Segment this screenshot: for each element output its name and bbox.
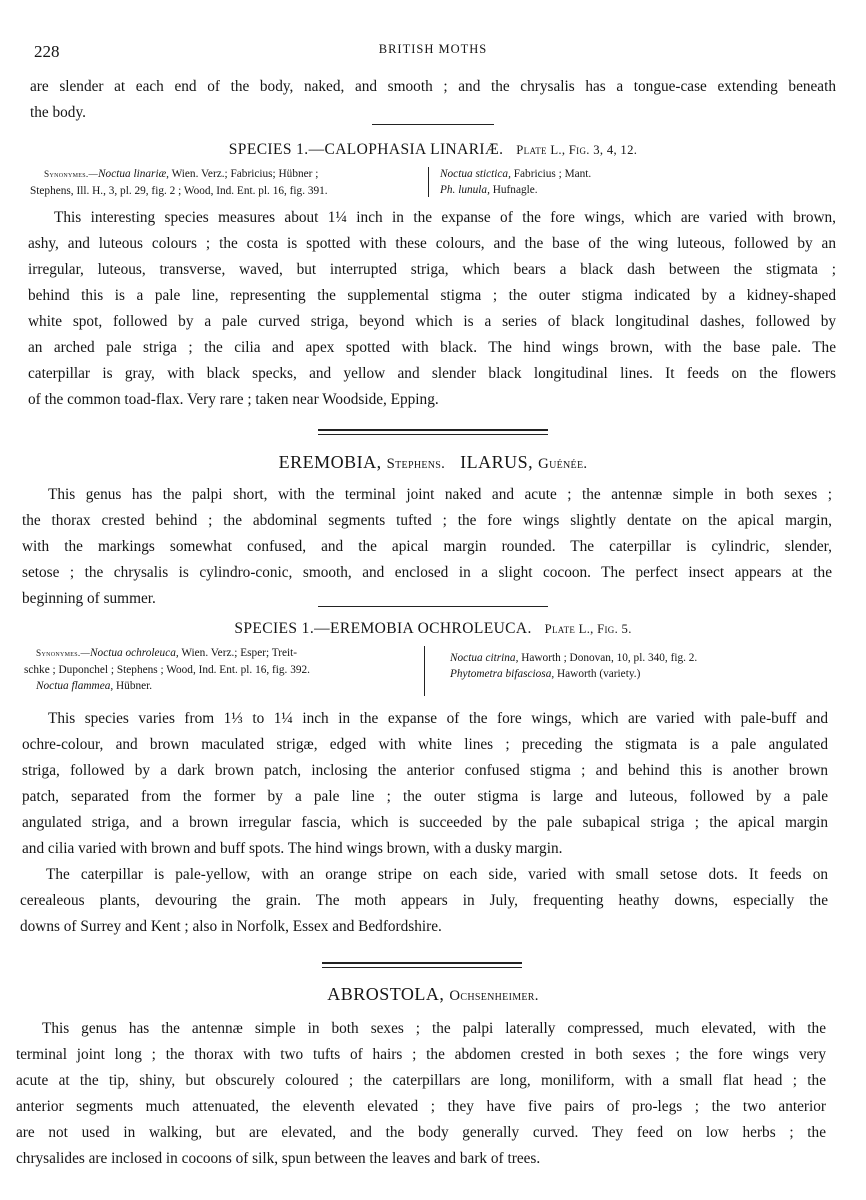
text-line: The caterpillar is pale-yellow, with an orange stripe on each side, varied with small setose dots. It feeds on [46, 866, 828, 883]
genus-author: Stephens. [386, 456, 446, 472]
text-line: the body. [30, 104, 86, 121]
text-line: striga, followed by a dark brown patch, inclosing the anterior confused stigma ; and behind this is another brown [22, 762, 828, 779]
synonym-citation: Wien. Verz.; Fabricius; Hübner ; [168, 168, 319, 180]
running-title: BRITISH MOTHS [378, 42, 488, 56]
text-line: This species varies from 1⅓ to 1¼ inch in the expanse of the fore wings, which are varied with pale-buff and [48, 710, 828, 727]
synonym-line [440, 166, 800, 182]
plate-reference: Plate L., Fig. 5. [544, 622, 632, 636]
section-divider [318, 429, 548, 431]
synonym-line [36, 678, 420, 694]
page-number: 228 [34, 42, 60, 61]
synonym-citation: Haworth ; Donovan, 10, pl. 340, fig. 2. [518, 652, 698, 664]
synonym-citation: Hübner. [113, 680, 153, 692]
text-line: behind this is a pale line, representing the supplemental stigma ; the outer stigma indicated by a kidney-shaped [28, 287, 836, 304]
plate-reference: Plate L., Fig. 3, 4, 12. [516, 143, 638, 157]
text-line: beginning of summer. [22, 590, 156, 607]
text-line: downs of Surrey and Kent ; also in Norfolk, Essex and Bedfordshire. [20, 918, 442, 935]
synonym-name: Noctua linariæ, [98, 168, 169, 180]
caterpillar-paragraph [20, 862, 828, 940]
genus-heading [0, 452, 866, 473]
synonym-line: schke ; Duponchel ; Stephens ; Wood, Ind. Ent. pl. 16, fig. 392. [24, 664, 310, 676]
section-divider [372, 124, 494, 125]
text-line: cerealeous plants, devouring the grain. The moth appears in July, frequenting heathy downs, especially the [20, 892, 828, 909]
text-line: the thorax crested behind ; the abdominal segments tufted ; the fore wings slightly dentate on the apical margin, [22, 512, 832, 529]
synonym-name: Noctua ochroleuca, [90, 647, 179, 659]
synonym-line [440, 182, 800, 198]
synonyms-right [440, 166, 800, 198]
text-line: setose ; the chrysalis is cylindro-conic, smooth, and enclosed in a slight cocoon. The perfect insect appears at the [22, 564, 832, 581]
text-line: are not used in walking, but are elevated, and the body generally curved. They feed on low herbs ; the [16, 1124, 826, 1141]
intro-paragraph [30, 74, 836, 126]
genus-synonym-author: Guénée. [538, 456, 588, 472]
text-line: terminal joint long ; the thorax with two tufts of hairs ; the abdomen crested in both sexes ; the fore wings very [16, 1046, 826, 1063]
text-line: irregular, luteous, transverse, waved, but interrupted striga, which bears a black dash between the stigmata ; [28, 261, 836, 278]
section-divider [322, 962, 522, 964]
synonym-divider [424, 646, 425, 696]
section-divider [322, 967, 522, 968]
text-line: anterior segments much attenuated, the eleventh elevated ; they have five pairs of pro-legs ; the two anterior [16, 1098, 826, 1115]
synonym-citation: Hufnagle. [489, 184, 538, 196]
synonym-citation: Haworth (variety.) [554, 668, 641, 680]
text-line: caterpillar is gray, with black specks, and yellow and slender black longitudinal lines. It feeds on the flowers [28, 365, 836, 382]
synonym-name: Phytometra bifasciosa, [450, 668, 555, 680]
text-line: This interesting species measures about 1¼ inch in the expanse of the fore wings, which are varied with brown, [54, 209, 836, 226]
text-line: acute at the tip, shiny, but obscurely coloured ; the caterpillars are long, moniliform, with a small flat head ; the [16, 1072, 826, 1089]
synonym-line [450, 666, 820, 682]
text-line: patch, separated from the former by a pale line ; the outer stigma is large and luteous, followed by a pale [22, 788, 828, 805]
synonym-name: Noctua stictica, [440, 168, 511, 180]
text-line: white spot, followed by a pale curved striga, beyond which is a series of black longitudinal dashes, followed by [28, 313, 836, 330]
synonyms-label: Synonymes.— [36, 649, 91, 659]
synonyms-left [24, 645, 420, 694]
text-line: an arched pale striga ; the cilia and apex spotted with black. The hind wings brown, with the base pale. The [28, 339, 836, 356]
synonym-line: Stephens, Ill. H., 3, pl. 29, fig. 2 ; Wood, Ind. Ent. pl. 16, fig. 391. [30, 185, 328, 197]
genus-heading [0, 984, 866, 1005]
synonym-name: Noctua flammea, [36, 680, 114, 692]
text-line: with the markings somewhat confused, and the apical margin rounded. The caterpillar is cylindric, slender, [22, 538, 832, 555]
text-line: ashy, and luteous colours ; the costa is spotted with these colours, and the base of the wing luteous, followed by an [28, 235, 836, 252]
text-line: of the common toad-flax. Very rare ; taken near Woodside, Epping. [28, 391, 439, 408]
synonym-line [36, 645, 420, 662]
text-line: ochre-colour, and brown maculated strigæ, edged with white lines ; preceding the stigmata is a pale angulated [22, 736, 828, 753]
text-line: This genus has the antennæ simple in both sexes ; the palpi laterally compressed, much elevated, with the [42, 1020, 826, 1037]
species-heading [0, 141, 866, 159]
species-description [22, 706, 828, 862]
synonym-divider [428, 167, 429, 197]
species-heading [0, 620, 866, 638]
synonym-line [44, 166, 420, 183]
synonym-name: Noctua citrina, [450, 652, 519, 664]
genus-name: EREMOBIA, [278, 452, 382, 472]
synonym-citation: Fabricius ; Mant. [510, 168, 592, 180]
genus-description [16, 1016, 826, 1172]
text-line: This genus has the palpi short, with the terminal joint naked and acute ; the antennæ simple in both sexes ; [48, 486, 832, 503]
text-line: and cilia varied with brown and buff spots. The hind wings brown, with a dusky margin. [22, 840, 563, 857]
species-title: SPECIES 1.—EREMOBIA OCHROLEUCA. [234, 620, 532, 637]
species-title: SPECIES 1.—CALOPHASIA LINARIÆ. [228, 141, 504, 158]
synonyms-label: Synonymes.— [44, 170, 99, 180]
genus-name: ABROSTOLA, [327, 984, 445, 1004]
synonym-name: Ph. lunula, [440, 184, 490, 196]
section-divider [318, 434, 548, 435]
text-line: chrysalides are inclosed in cocoons of silk, spun between the leaves and bark of trees. [16, 1150, 541, 1167]
genus-author: Ochsenheimer. [449, 988, 539, 1004]
section-divider [318, 606, 548, 607]
text-line: angulated striga, and a brown irregular fascia, which is succeeded by the pale subapical striga ; the apical margin [22, 814, 828, 831]
synonyms-right [450, 650, 820, 682]
text-line: are slender at each end of the body, naked, and smooth ; and the chrysalis has a tongue-case extending beneath [30, 78, 836, 95]
synonym-line [450, 650, 820, 666]
genus-synonym: ILARUS, [460, 452, 534, 472]
synonyms-left [30, 166, 420, 199]
genus-description [22, 482, 832, 612]
synonym-citation: Wien. Verz.; Esper; Treit- [178, 647, 298, 659]
species-description [28, 205, 836, 413]
